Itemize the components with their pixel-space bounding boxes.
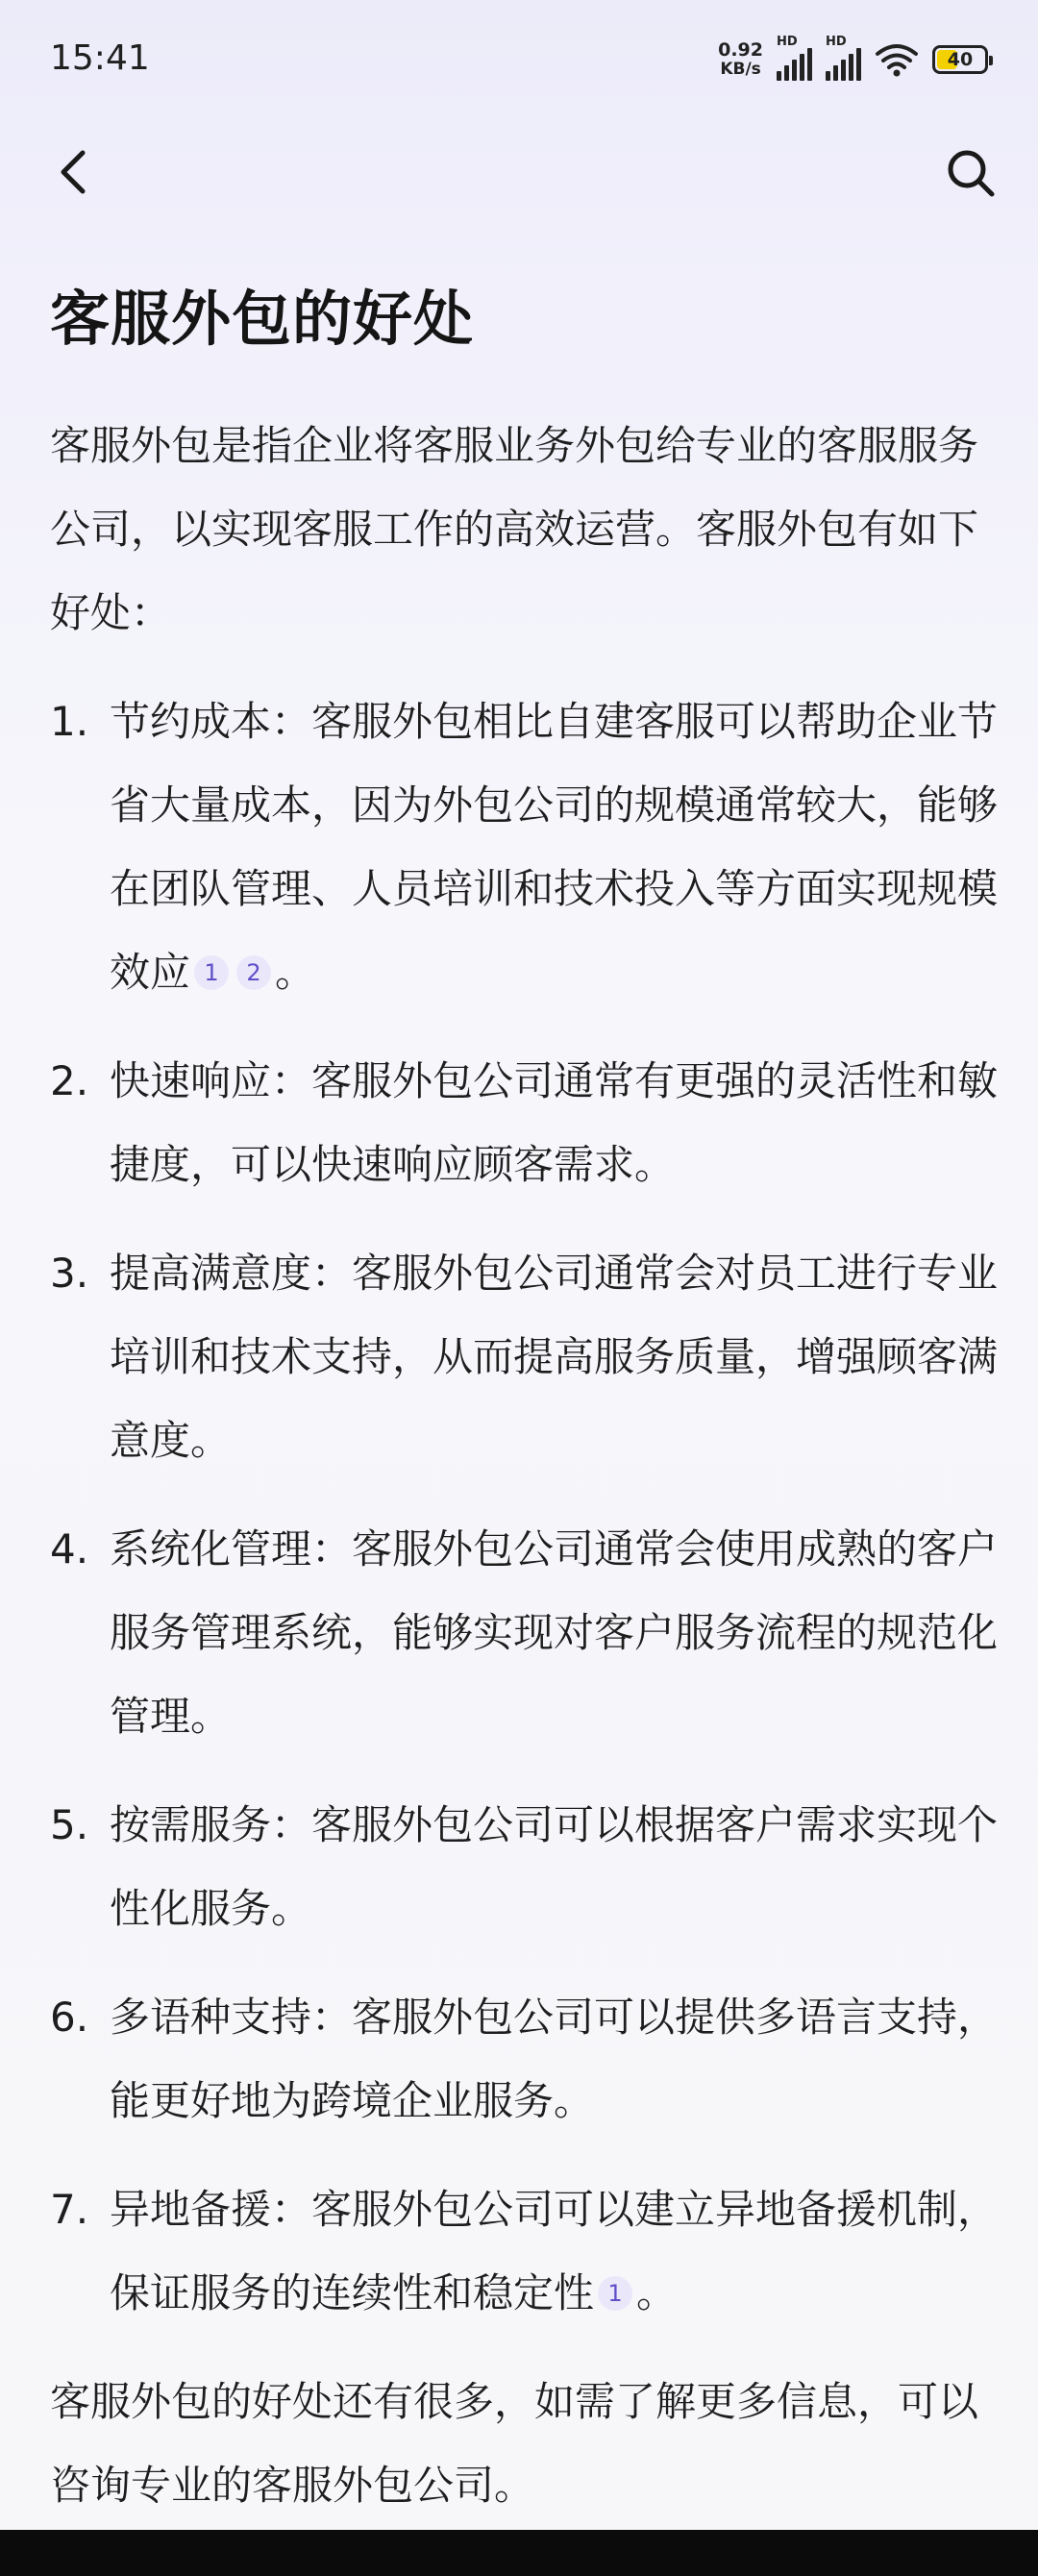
list-item-text [110,1231,1001,1482]
signal-icon-sim1 [777,35,812,81]
signal-hd-label: HD [826,35,847,49]
list-item-end-punct: 。 [636,2269,678,2316]
list-item-body: 提高满意度：客服外包公司通常会对员工进行专业培训和技术支持，从而提高服务质量，增强顾客满意度。 [110,1250,999,1464]
list-item-text [110,1975,1001,2143]
benefit-list-item [50,1507,1001,1758]
battery-percent: 40 [947,49,974,70]
list-item-text [110,1039,1001,1206]
signal-icon-sim2 [826,35,861,81]
benefit-list-item [50,1039,1001,1206]
list-item-body: 节约成本：客服外包相比自建客服可以帮助企业节省大量成本，因为外包公司的规模通常较大，能够在团队管理、人员培训和技术投入等方面实现规模效应 [110,698,999,996]
list-item-text [110,680,1001,1014]
list-item-number: 5. [50,1801,89,1848]
list-item-body: 多语种支持：客服外包公司可以提供多语言支持，能更好地为跨境企业服务。 [110,1994,999,2124]
battery-icon [932,45,988,74]
chevron-left-icon [58,150,86,194]
status-icons [718,35,988,81]
network-speed-unit: KB/s [720,60,761,79]
list-item-number: 4. [50,1525,89,1573]
article-intro: 客服外包是指企业将客服业务外包给专业的客服服务公司，以实现客服工作的高效运营。客服外包有如下好处： [50,422,979,636]
bottom-navigation-bar [0,2530,1038,2576]
article-content [50,404,1001,2527]
benefit-list-item [50,1975,1001,2143]
list-item-number: 3. [50,1250,89,1297]
search-button[interactable] [942,144,1000,202]
network-speed [718,40,763,79]
citation-badge[interactable]: 1 [194,955,229,990]
list-item-body: 快速响应：客服外包公司通常有更强的灵活性和敏捷度，可以快速响应顾客需求。 [110,1057,999,1188]
status-bar [0,0,1038,125]
list-item-number: 7. [50,2186,89,2233]
list-item-number: 1. [50,698,89,745]
citation-badge[interactable]: 2 [236,955,271,990]
page-title: 客服外包的好处 [50,284,475,354]
list-item-text [110,2167,1001,2335]
list-item-number: 2. [50,1057,89,1104]
citation-badge[interactable]: 1 [598,2276,632,2311]
list-item-body: 异地备援：客服外包公司可以建立异地备援机制，保证服务的连续性和稳定性 [110,2186,999,2316]
wifi-icon [875,42,919,77]
benefit-list-item [50,1783,1001,1950]
list-item-text [110,1507,1001,1758]
benefit-list [50,680,1001,2335]
benefit-list-item [50,680,1001,1014]
list-item-body: 按需服务：客服外包公司可以根据客户需求实现个性化服务。 [110,1801,999,1932]
article-outro: 客服外包的好处还有很多，如需了解更多信息，可以咨询专业的客服外包公司。 [50,2378,979,2509]
signal-hd-label: HD [777,35,798,49]
status-time: 15:41 [50,38,150,78]
list-item-text [110,1783,1001,1950]
top-nav-bar [0,135,1038,211]
list-item-number: 6. [50,1994,89,2041]
benefit-list-item [50,2167,1001,2335]
network-speed-value: 0.92 [718,39,763,61]
benefit-list-item [50,1231,1001,1482]
list-item-end-punct: 。 [275,949,316,996]
back-button[interactable] [48,148,96,196]
search-icon [946,148,996,198]
list-item-body: 系统化管理：客服外包公司通常会使用成熟的客户服务管理系统，能够实现对客户服务流程的规范化管理。 [110,1525,999,1740]
